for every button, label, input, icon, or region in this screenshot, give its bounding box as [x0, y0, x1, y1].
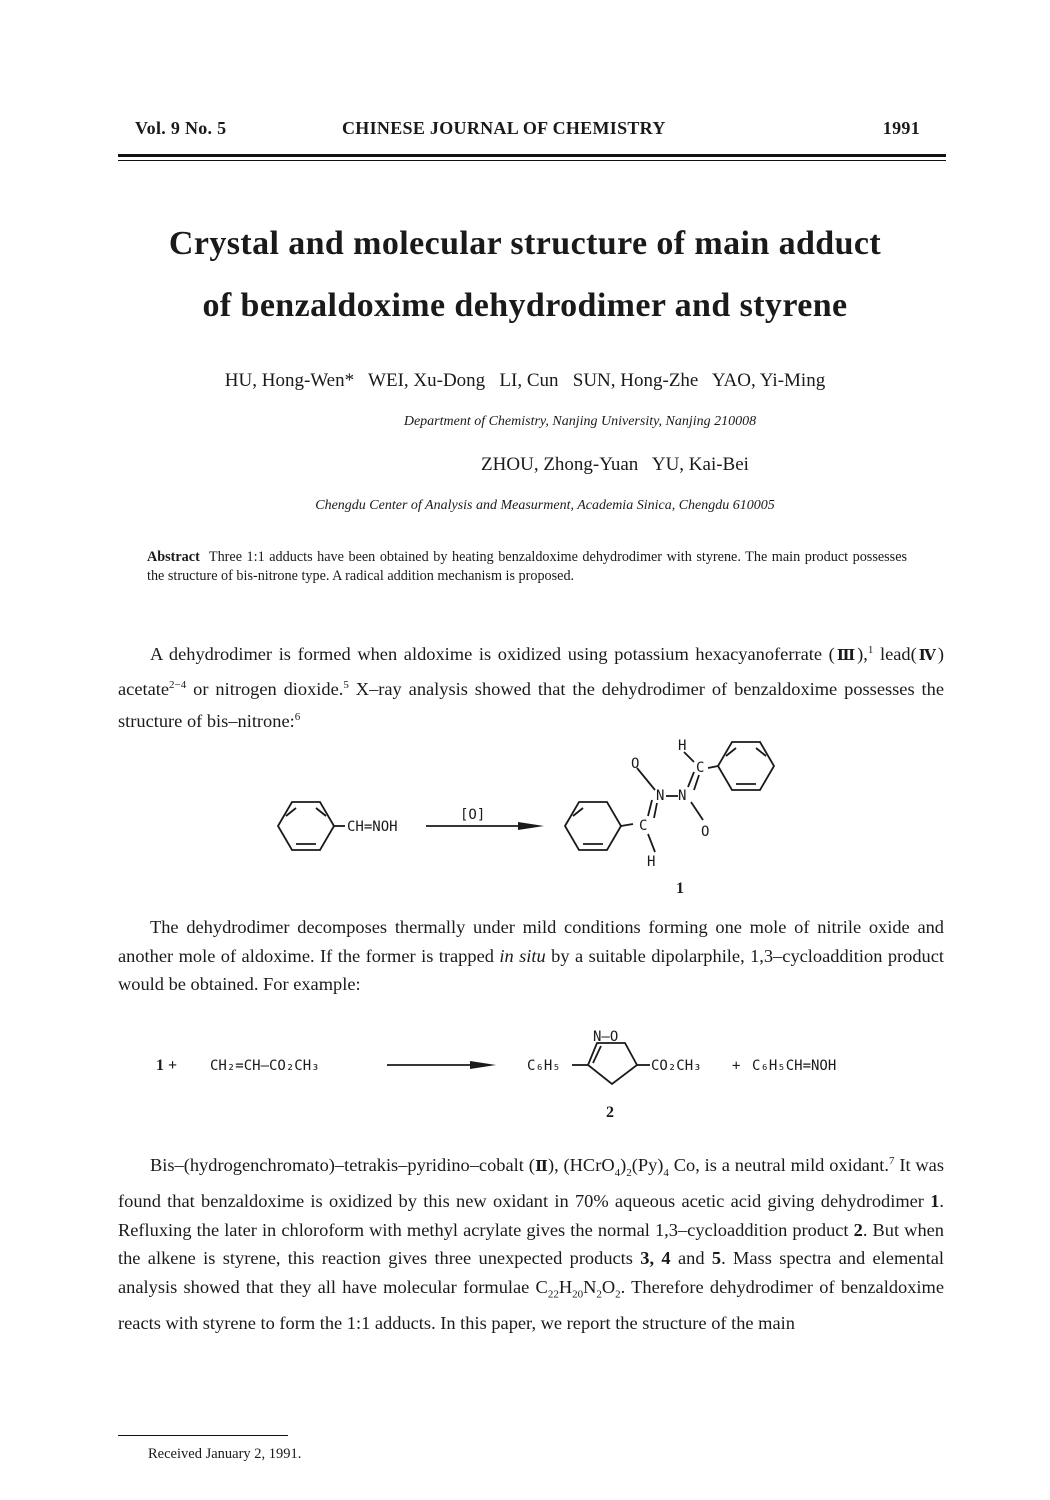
reagent-label: [O]	[460, 807, 486, 823]
compound-2-label: 2	[606, 1104, 614, 1121]
p3-text: . Therefore dehydrodimer of benzaldoxime reacts with styrene to form the 1:1 adducts. In this paper, we report the structure of the main	[118, 1276, 944, 1333]
p3-roman-2: Ⅱ	[534, 1159, 548, 1176]
formula-atom: O	[601, 1276, 616, 1297]
abstract-label: Abstract	[147, 549, 200, 565]
p3-text: It was found that benzaldoxime is oxidized by this new oxidant in 70% aqueous acetic acid giving dehydrodimer	[118, 1155, 944, 1212]
formula-sub: 2	[596, 1288, 602, 1301]
formula-atom: H	[558, 1276, 573, 1297]
volume-label: Vol. 9 No. 5	[135, 118, 227, 138]
p1-roman-3: Ⅲ	[834, 648, 858, 665]
ref-1: 1	[867, 644, 874, 656]
atom-h-bottom: H	[647, 854, 656, 870]
formula-sub: 2	[615, 1288, 621, 1301]
p3-sub: 4	[614, 1166, 621, 1179]
isoxazoline-ring	[588, 1043, 637, 1084]
atom-n-left: N	[656, 788, 665, 804]
p1-text: ),	[857, 644, 868, 665]
scheme2-byproduct: C₆H₅CH=NOH	[752, 1058, 837, 1074]
p1-text: A dehydrodimer is formed when aldoxime is oxidized using potassium hexacyanoferrate (	[150, 644, 835, 665]
atom-o-bottom: O	[701, 824, 710, 840]
compound-1-label: 1	[676, 880, 684, 897]
scheme2-product-ester: CO₂CH₃	[651, 1058, 702, 1074]
paragraph-3	[118, 1147, 944, 1337]
atom-c-right: C	[696, 760, 705, 776]
atom-n-right: N	[678, 788, 687, 804]
p3-text: and	[670, 1248, 712, 1269]
p3-text: (Py)	[631, 1155, 664, 1176]
p3-text: Co, is a neutral mild oxidant.	[668, 1155, 889, 1176]
p3-text: . Mass spectra and elemental analysis showed that they all have molecular formulae C	[118, 1248, 944, 1297]
footnote-rule	[118, 1435, 288, 1436]
title-line-1: Crystal and molecular structure of main adduct	[168, 225, 882, 262]
p2-text: by a suitable dipolarphile, 1,3–cycloaddition product would be obtained. For example:	[118, 945, 945, 994]
title-line-2: of benzaldoxime dehydrodimer and styrene	[202, 287, 848, 324]
ref-7: 7	[888, 1155, 895, 1167]
journal-name: CHINESE JOURNAL OF CHEMISTRY	[342, 118, 666, 138]
scheme2-reactant-2: CH₂=CH—CO₂CH₃	[210, 1058, 320, 1074]
author-list-2: ZHOU, Zhong-Yuan YU, Kai-Bei	[481, 454, 749, 475]
p3-bold: 3, 4	[640, 1248, 671, 1269]
p1-text: or nitrogen dioxide.	[186, 678, 344, 699]
atom-h-top: H	[678, 738, 687, 754]
p3-text: . But when the alkene is styrene, this reaction gives three unexpected products	[118, 1219, 944, 1269]
benzene-ring-product-left	[565, 802, 621, 850]
p1-text: ) acetate	[118, 644, 944, 699]
ref-6: 6	[294, 711, 301, 724]
reactant-formula: CH=NOH	[347, 819, 398, 835]
affiliation-1: Department of Chemistry, Nanjing University, Nanjing 210008	[403, 414, 757, 429]
p3-sub: 2	[626, 1166, 632, 1179]
footnote-received: Received January 2, 1991.	[148, 1446, 302, 1462]
formula-sub: 22	[547, 1288, 559, 1301]
p3-text: Bis–(hydrogenchromato)–tetrakis–pyridino–cobalt (	[150, 1155, 535, 1176]
ref-2-4: 2−4	[169, 678, 187, 691]
year-label: 1991	[882, 118, 920, 138]
ref-5: 5	[343, 678, 349, 691]
p2-text: The dehydrodimer decomposes thermally under mild conditions forming one mole of nitrile oxide and another mole of aldoxime. If the former is trapped	[118, 917, 944, 966]
p3-sub: 4	[663, 1166, 669, 1179]
scheme2-product-phenyl: C₆H₅	[527, 1058, 561, 1074]
benzene-ring-reactant	[278, 802, 334, 850]
benzene-ring-product-right	[718, 742, 774, 790]
formula-sub: 20	[572, 1288, 584, 1301]
p3-bold: 2	[853, 1219, 863, 1240]
scheme2-reactant-1: 1 +	[156, 1057, 178, 1074]
affiliation-2: Chengdu Center of Analysis and Measurment, Academia Sinica, Chengdu 610005	[315, 498, 775, 513]
p3-text: . Refluxing the later in chloroform with methyl acrylate gives the normal 1,3–cycloaddition product	[118, 1191, 944, 1240]
formula-atom: N	[583, 1276, 597, 1297]
p3-text: ), (HCrO	[547, 1155, 615, 1176]
p1-text: lead(	[873, 644, 917, 665]
scheme2-plus: +	[732, 1058, 741, 1074]
p2-italic: in situ	[499, 945, 546, 966]
p1-text: X–ray analysis showed that the dehydrodimer of benzaldoxime possesses the structure of bis–nitrone:	[118, 678, 945, 732]
scheme2-ring-atoms: N—O	[593, 1029, 619, 1045]
p3-bold: 1	[930, 1191, 940, 1212]
atom-o-top: O	[631, 756, 640, 772]
abstract-text: Three 1:1 adducts have been obtained by heating benzaldoxime dehydrodimer with styrene. The main product possesses the structure of bis-nitrone type. A radical addition mechanism is proposed.	[147, 549, 908, 584]
author-list-1: HU, Hong-Wen* WEI, Xu-Dong LI, Cun SUN, Hong-Zhe YAO, Yi-Ming	[224, 370, 826, 391]
p1-roman-4: Ⅳ	[916, 648, 938, 665]
atom-c-left: C	[639, 818, 648, 834]
paragraph-2	[118, 913, 944, 999]
p3-text: )	[620, 1155, 627, 1176]
p3-bold: 5	[711, 1248, 722, 1269]
